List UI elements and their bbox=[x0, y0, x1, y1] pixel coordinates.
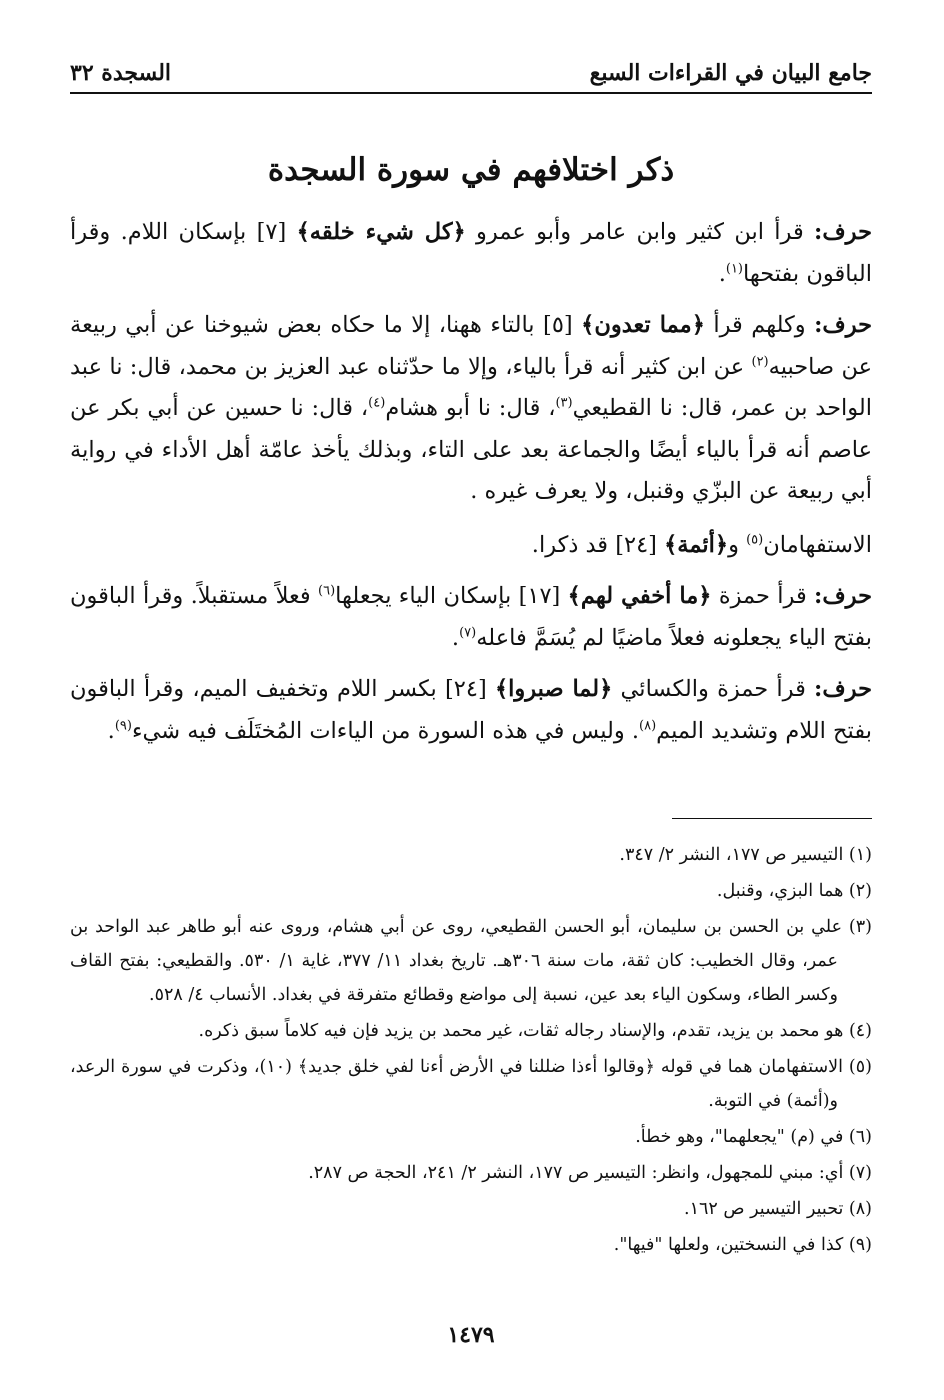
text-run: قرأ ابن كثير وابن عامر وأبو عمرو bbox=[465, 219, 815, 245]
text-run: و bbox=[728, 531, 747, 558]
text-run: وكلهم قرأ bbox=[704, 312, 815, 338]
letter-keyword: حرف: bbox=[814, 219, 872, 245]
book-title: جامع البيان في القراءات السبع bbox=[589, 60, 872, 86]
text-run: . bbox=[107, 717, 115, 744]
quran-verse: ﴿أئمة﴾ bbox=[664, 531, 729, 558]
footnote-ref[interactable]: (٣) bbox=[555, 395, 573, 411]
footnote-ref[interactable]: (٩) bbox=[114, 718, 132, 733]
text-run: ، قال: نا أبو هشام bbox=[385, 395, 556, 421]
footnote-ref[interactable]: (٢) bbox=[751, 354, 769, 369]
book-page bbox=[70, 0, 872, 1400]
text-run: . وليس في هذه السورة من الياءات المُختَلَف فيه شيء bbox=[131, 717, 640, 744]
footnotes bbox=[70, 838, 872, 1264]
letter-keyword: حرف: bbox=[814, 312, 873, 338]
text-run: . bbox=[718, 260, 726, 287]
main-text bbox=[70, 212, 872, 762]
text-run: قرأ حمزة والكسائي bbox=[612, 676, 815, 702]
text-run: [١٧] بإسكان الياء يجعلها bbox=[335, 583, 568, 609]
letter-keyword: حرف: bbox=[814, 583, 872, 609]
paragraph-2 bbox=[70, 305, 872, 513]
text-run: [٢٤] بكسر اللام وتخفيف الميم، وقرأ الباقون بفتح اللام وتشديد الميم bbox=[70, 676, 872, 744]
surah-label: السجدة ٣٢ bbox=[70, 60, 172, 86]
footnote-ref[interactable]: (٥) bbox=[746, 532, 764, 547]
paragraph-4 bbox=[70, 576, 872, 659]
text-run: . bbox=[451, 624, 460, 651]
text-run: فعلاً مستقبلاً. وقرأ الباقون بفتح الياء يجعلونه فعلاً ماضيًا لم يُسَمَّ فاعله bbox=[70, 583, 872, 651]
quran-verse: ﴿ما أخفي لهم﴾ bbox=[567, 583, 712, 609]
text-run: [٥] بالتاء ههنا، إلا ما حكاه بعض شيوخنا عن أبي ربيعة عن صاحبيه bbox=[70, 312, 873, 380]
footnote-separator bbox=[672, 818, 872, 819]
footnote-ref[interactable]: (٨) bbox=[639, 718, 657, 733]
quran-verse: ﴿لما صبروا﴾ bbox=[494, 676, 613, 702]
letter-keyword: حرف: bbox=[814, 676, 872, 702]
text-run: ، قال: نا حسين عن أبي بكر عن عاصم أنه قرأ بالياء أيضًا والجماعة بعد على التاء، وبذلك يأخذ عامّة أهل الأداء في رواية أبي ربيعة عن البزّي وقنبل، ولا يعرف غيره . bbox=[70, 395, 872, 504]
paragraph-5 bbox=[70, 669, 872, 752]
footnote-2: (٢) هما البزي، وقنبل. bbox=[716, 881, 872, 901]
footnote-ref[interactable]: (١) bbox=[725, 261, 743, 276]
footnote-8: (٨) تحبير التيسير ص ١٦٢. bbox=[684, 1199, 872, 1219]
text-run: قرأ حمزة bbox=[711, 583, 815, 609]
page-number: ١٤٧٩ bbox=[447, 1322, 495, 1348]
running-header bbox=[70, 54, 872, 94]
paragraph-3 bbox=[70, 525, 872, 567]
footnote-9: (٩) كذا في النسختين، ولعلها "فيها". bbox=[613, 1235, 872, 1255]
footnote-6: (٦) في (م) "يجعلهما"، وهو خطأ. bbox=[635, 1127, 872, 1147]
footnote-ref[interactable]: (٦) bbox=[318, 583, 336, 599]
text-run: [٧] بإسكان اللام. وقرأ الباقون بفتحها bbox=[70, 219, 872, 287]
quran-verse: ﴿مما تعدون﴾ bbox=[581, 312, 705, 338]
text-run: عن ابن كثير أنه قرأ بالياء، وإلا ما حدّثناه عبد العزيز بن محمد، قال: نا عبد الواحد بن عمر، قال: نا القطيعي bbox=[70, 353, 872, 421]
paragraph-1 bbox=[70, 212, 872, 295]
footnote-ref[interactable]: (٤) bbox=[368, 395, 386, 411]
text-run: الاستفهامان bbox=[763, 531, 872, 558]
footnote-7: (٧) أي: مبني للمجهول، وانظر: التيسير ص ١٧٧، النشر ٢/ ٢٤١، الحجة ص ٢٨٧. bbox=[308, 1163, 872, 1183]
footnote-4: (٤) هو محمد بن يزيد، تقدم، والإسناد رجاله ثقات، غير محمد بن يزيد فإن فيه كلاماً سبق ذكره. bbox=[198, 1021, 872, 1041]
text-run: [٢٤] قد ذكرا. bbox=[531, 531, 665, 558]
footnote-3: (٣) علي بن الحسن بن سليمان، أبو الحسن القطيعي، روى عن أبي هشام، وروى عنه أبو طاهر عبد الواحد بن عمر، وقال الخطيب: كان ثقة، مات سنة ٣٠٦هـ. تاريخ بغداد ١١/ ٣٧٧، غاية ١/ ٥٣٠. والقطيعي: بفتح القاف وكسر الطاء، وسكون الياء بعد عين، نسبة إلى مواضع وقطائع متفرقة في بغداد. الأنساب ٤/ ٥٢٨. bbox=[70, 917, 872, 1005]
footnote-ref[interactable]: (٧) bbox=[459, 625, 477, 640]
section-title: ذكر اختلافهم في سورة السجدة bbox=[267, 152, 675, 188]
footnote-1: (١) التيسير ص ١٧٧، النشر ٢/ ٣٤٧. bbox=[619, 845, 872, 865]
quran-verse: ﴿كل شيء خلقه﴾ bbox=[296, 219, 466, 245]
footnote-5: (٥) الاستفهامان هما في قوله ﴿وقالوا أءذا ضللنا في الأرض أءنا لفي خلق جديد﴾ (١٠)، وذكرت في سورة الرعد، و(أئمة) في التوبة. bbox=[70, 1057, 872, 1111]
